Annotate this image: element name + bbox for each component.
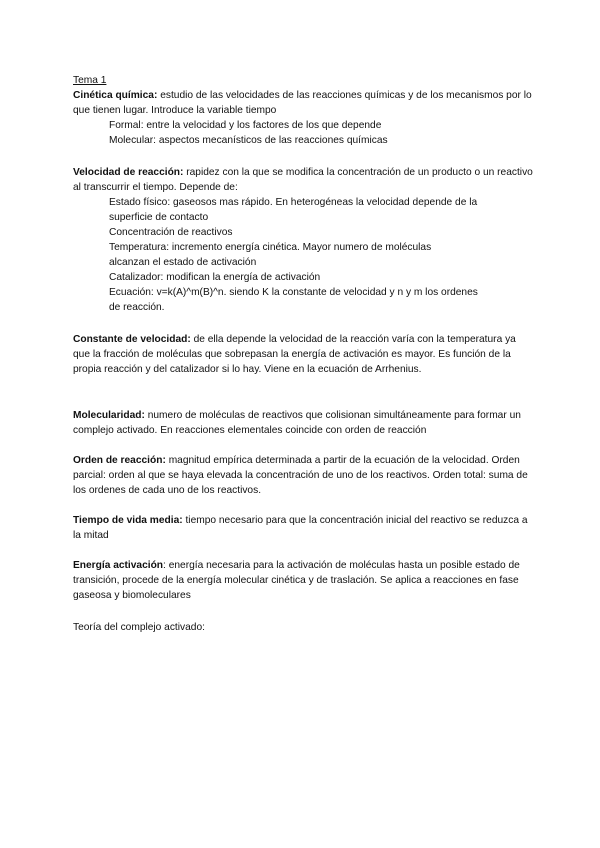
cinetica-term: Cinética química: [73, 90, 158, 101]
cinetica-definition: estudio de las velocidades de las reacciones químicas y de los mecanismos por lo que tienen lugar. Introduce la variable tiempo [73, 90, 532, 116]
velocidad-item-temperatura: Temperatura: incremento energía cinética. Mayor numero de moléculas alcanzan el estado de activación [109, 242, 432, 268]
document-title: Tema 1 [73, 75, 107, 86]
section-tiempo [73, 513, 533, 543]
orden-definition: magnitud empírica determinada a partir de la ecuación de la velocidad. Orden parcial: orden al que se haya elevada la concentración de uno de los reactivos. Orden total: suma de los ordenes de cada uno de los reactivos. [73, 455, 528, 496]
energia-term: Energía activación [73, 560, 164, 571]
section-velocidad [73, 165, 533, 315]
cinetica-formal: Formal: entre la velocidad y los factores de los que depende [109, 120, 382, 131]
energia-definition: : energía necesaria para la activación de moléculas hasta un posible estado de transición, procede de la energía molecular cinética y de traslación. Se aplica a reacciones en fase gaseosa y biomoleculares [73, 560, 520, 601]
section-orden [73, 453, 533, 498]
orden-paragraph [73, 453, 533, 498]
velocidad-item-ecuacion: Ecuación: v=k(A)^m(B)^n. siendo K la constante de velocidad y n y m los ordenes de reacción. [109, 287, 478, 313]
molecularidad-term: Molecularidad: [73, 410, 145, 421]
section-constante [73, 332, 533, 377]
energia-paragraph [73, 558, 533, 603]
cinetica-molecular: Molecular: aspectos mecanísticos de las reacciones químicas [109, 135, 388, 146]
section-energia [73, 558, 533, 603]
tiempo-definition: tiempo necesario para que la concentración inicial del reactivo se reduzca a la mitad [73, 515, 528, 541]
velocidad-definition: rapidez con la que se modifica la concentración de un producto o un reactivo al transcurrir el tiempo. Depende de: [73, 167, 533, 193]
molecularidad-paragraph [73, 408, 533, 438]
orden-term: Orden de reacción: [73, 455, 166, 466]
velocidad-item-concentracion: Concentración de reactivos [109, 227, 233, 238]
section-cinetica [73, 88, 533, 148]
teoria-heading: Teoría del complejo activado: [73, 622, 205, 633]
velocidad-item-catalizador: Catalizador: modifican la energía de activación [109, 272, 321, 283]
constante-term: Constante de velocidad: [73, 334, 191, 345]
cinetica-paragraph [73, 88, 533, 118]
constante-definition: de ella depende la velocidad de la reacción varía con la temperatura ya que la fracción de moléculas que sobrepasan la energía de activación es mayor. Es función de la propia reacción y del catalizador si lo hay. Viene en la ecuación de Arrhenius. [73, 334, 516, 375]
velocidad-term: Velocidad de reacción: [73, 167, 184, 178]
tiempo-term: Tiempo de vida media: [73, 515, 183, 526]
tiempo-paragraph [73, 513, 533, 543]
constante-paragraph [73, 332, 533, 377]
velocidad-paragraph [73, 165, 533, 195]
section-molecularidad [73, 408, 533, 438]
velocidad-item-estado: Estado físico: gaseosos mas rápido. En heterogéneas la velocidad depende de la superficie de contacto [109, 197, 478, 223]
section-teoria [73, 620, 533, 635]
molecularidad-definition: numero de moléculas de reactivos que colisionan simultáneamente para formar un complejo activado. En reacciones elementales coincide con orden de reacción [73, 410, 521, 436]
